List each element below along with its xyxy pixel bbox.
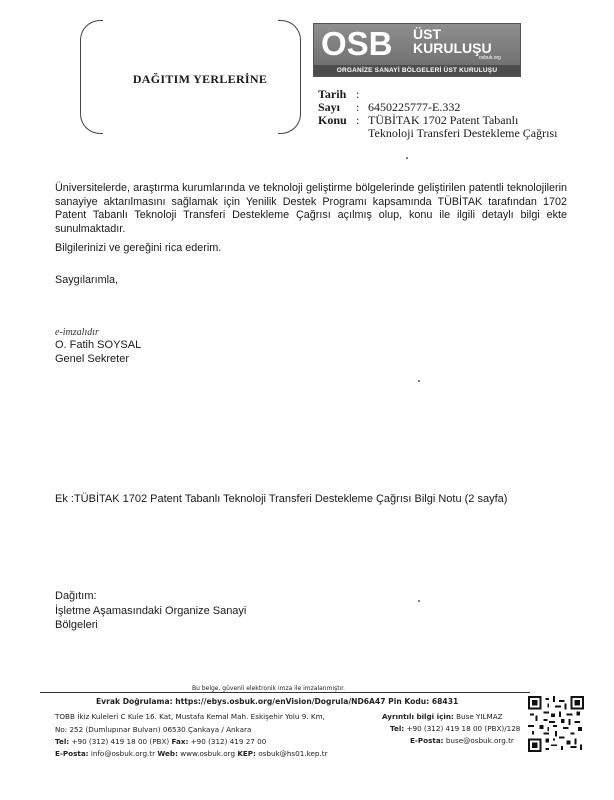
contact-phone-line [390, 724, 520, 733]
address-line-2: No: 252 (Dumlupınar Bulvarı) 06530 Çankaya / Ankara [55, 725, 252, 734]
tarih-colon: : [356, 87, 360, 101]
address-box-title: DAĞITIM YERLERİNE [132, 72, 268, 86]
closing-text: Saygılarımla, [55, 274, 119, 286]
web-label: Web: [157, 749, 178, 758]
fax-value: +90 (312) 419 27 00 [190, 737, 267, 746]
address-box-right-bracket [278, 20, 301, 134]
contact-label: Ayrıntılı bilgi için: [382, 712, 454, 721]
distribution-line-2: Bölgeleri [55, 619, 98, 631]
attachment-line: Ek :TÜBİTAK 1702 Patent Tabanlı Teknoloji Transferi Destekleme Çağrısı Bilgi Notu (2 sayfa) [55, 493, 508, 505]
contact-email-label: E-Posta: [410, 736, 444, 745]
contact-name: Buse YILMAZ [456, 712, 503, 721]
document-verification-link[interactable]: Evrak Doğrulama: https://ebys.osbuk.org/enVision/Dogrula/ND6A47 Pin Kodu: 68431 [96, 697, 459, 706]
scan-speck [418, 380, 420, 382]
phone-label: Tel: [55, 737, 70, 746]
distribution-line-1: İşletme Aşamasındaki Organize Sanayi [55, 605, 247, 617]
fax-label: Fax: [171, 737, 189, 746]
address-box-left-bracket [80, 20, 103, 134]
logo-web-text: osbuk.org [479, 55, 501, 61]
signatory-title: Genel Sekreter [55, 353, 129, 365]
e-signed-note: e-imzalıdır [55, 327, 99, 338]
tarih-label: Tarih [318, 87, 347, 101]
osb-ust-kurulusu-logo [313, 23, 521, 77]
konu-line-1: TÜBİTAK 1702 Patent Tabanlı [368, 113, 519, 127]
footer-rule [40, 692, 530, 693]
distribution-label: Dağıtım: [55, 590, 97, 602]
konu-label: Konu [318, 113, 347, 127]
konu-value [368, 114, 578, 140]
konu-colon: : [356, 113, 360, 127]
document-meta [318, 88, 578, 140]
verification-qr-code [528, 696, 584, 752]
address-line-1: TOBB İkiz Kuleleri C Kule 16. Kat, Mustafa Kemal Mah. Eskişehir Yolu 9. Km, [55, 712, 325, 721]
contact-email-line [410, 736, 514, 745]
contact-tel-label: Tel: [390, 724, 405, 733]
body-paragraph-2: Bilgilerinizi ve gereğini rica ederim. [55, 242, 222, 254]
sayi-value: 6450225777-E.332 [368, 100, 461, 114]
sayi-label: Sayı [318, 100, 341, 114]
email-web-kep-line [55, 749, 328, 758]
body-paragraph-1: Üniversitelerde, araştırma kurumlarında ve teknoloji geliştirme bölgelerinde geliştirilen patentli teknolojilerin sanayiye aktarılmasını sağlamak için Yenilik Destek Programı kapsamında TÜBİTAK tarafından 1702 Patent Tabanlı Teknoloji Transferi Destekleme Çağrısı açılmış olup, konu ile ilgili detaylı bilgi ekte sunulmaktadır. [55, 182, 567, 235]
sayi-colon: : [356, 100, 360, 114]
scan-speck [418, 600, 420, 602]
scan-speck [406, 157, 408, 159]
kep-address: osbuk@hs01.kep.tr [258, 749, 328, 758]
phone-value: +90 (312) 419 18 00 (PBX) [71, 737, 170, 746]
contact-person-line [382, 712, 503, 721]
phone-fax-line [55, 737, 266, 746]
meta-row-konu [318, 114, 578, 140]
konu-line-2: Teknoloji Transferi Destekleme Çağrısı [368, 126, 558, 140]
contact-email-link[interactable]: buse@osbuk.org.tr [445, 736, 514, 745]
web-link[interactable]: www.osbuk.org [180, 749, 236, 758]
e-signature-note: Bu belge, güvenli elektronik imza ile imzalanmıştır. [192, 685, 346, 692]
email-link[interactable]: info@osbuk.org.tr [90, 749, 156, 758]
signatory-name: O. Fatih SOYSAL [55, 339, 142, 351]
logo-osb-text: OSB [321, 25, 393, 62]
email-label: E-Posta: [55, 749, 89, 758]
logo-band-text: ORGANİZE SANAYİ BÖLGELERİ ÜST KURULUŞU [314, 65, 520, 76]
logo-kurulusu-text: KURULUŞU [413, 40, 492, 56]
kep-label: KEP: [237, 749, 256, 758]
logo-ust-text: ÜST [413, 26, 441, 42]
contact-tel-value: +90 (312) 419 18 00 (PBX)/128 [406, 724, 521, 733]
